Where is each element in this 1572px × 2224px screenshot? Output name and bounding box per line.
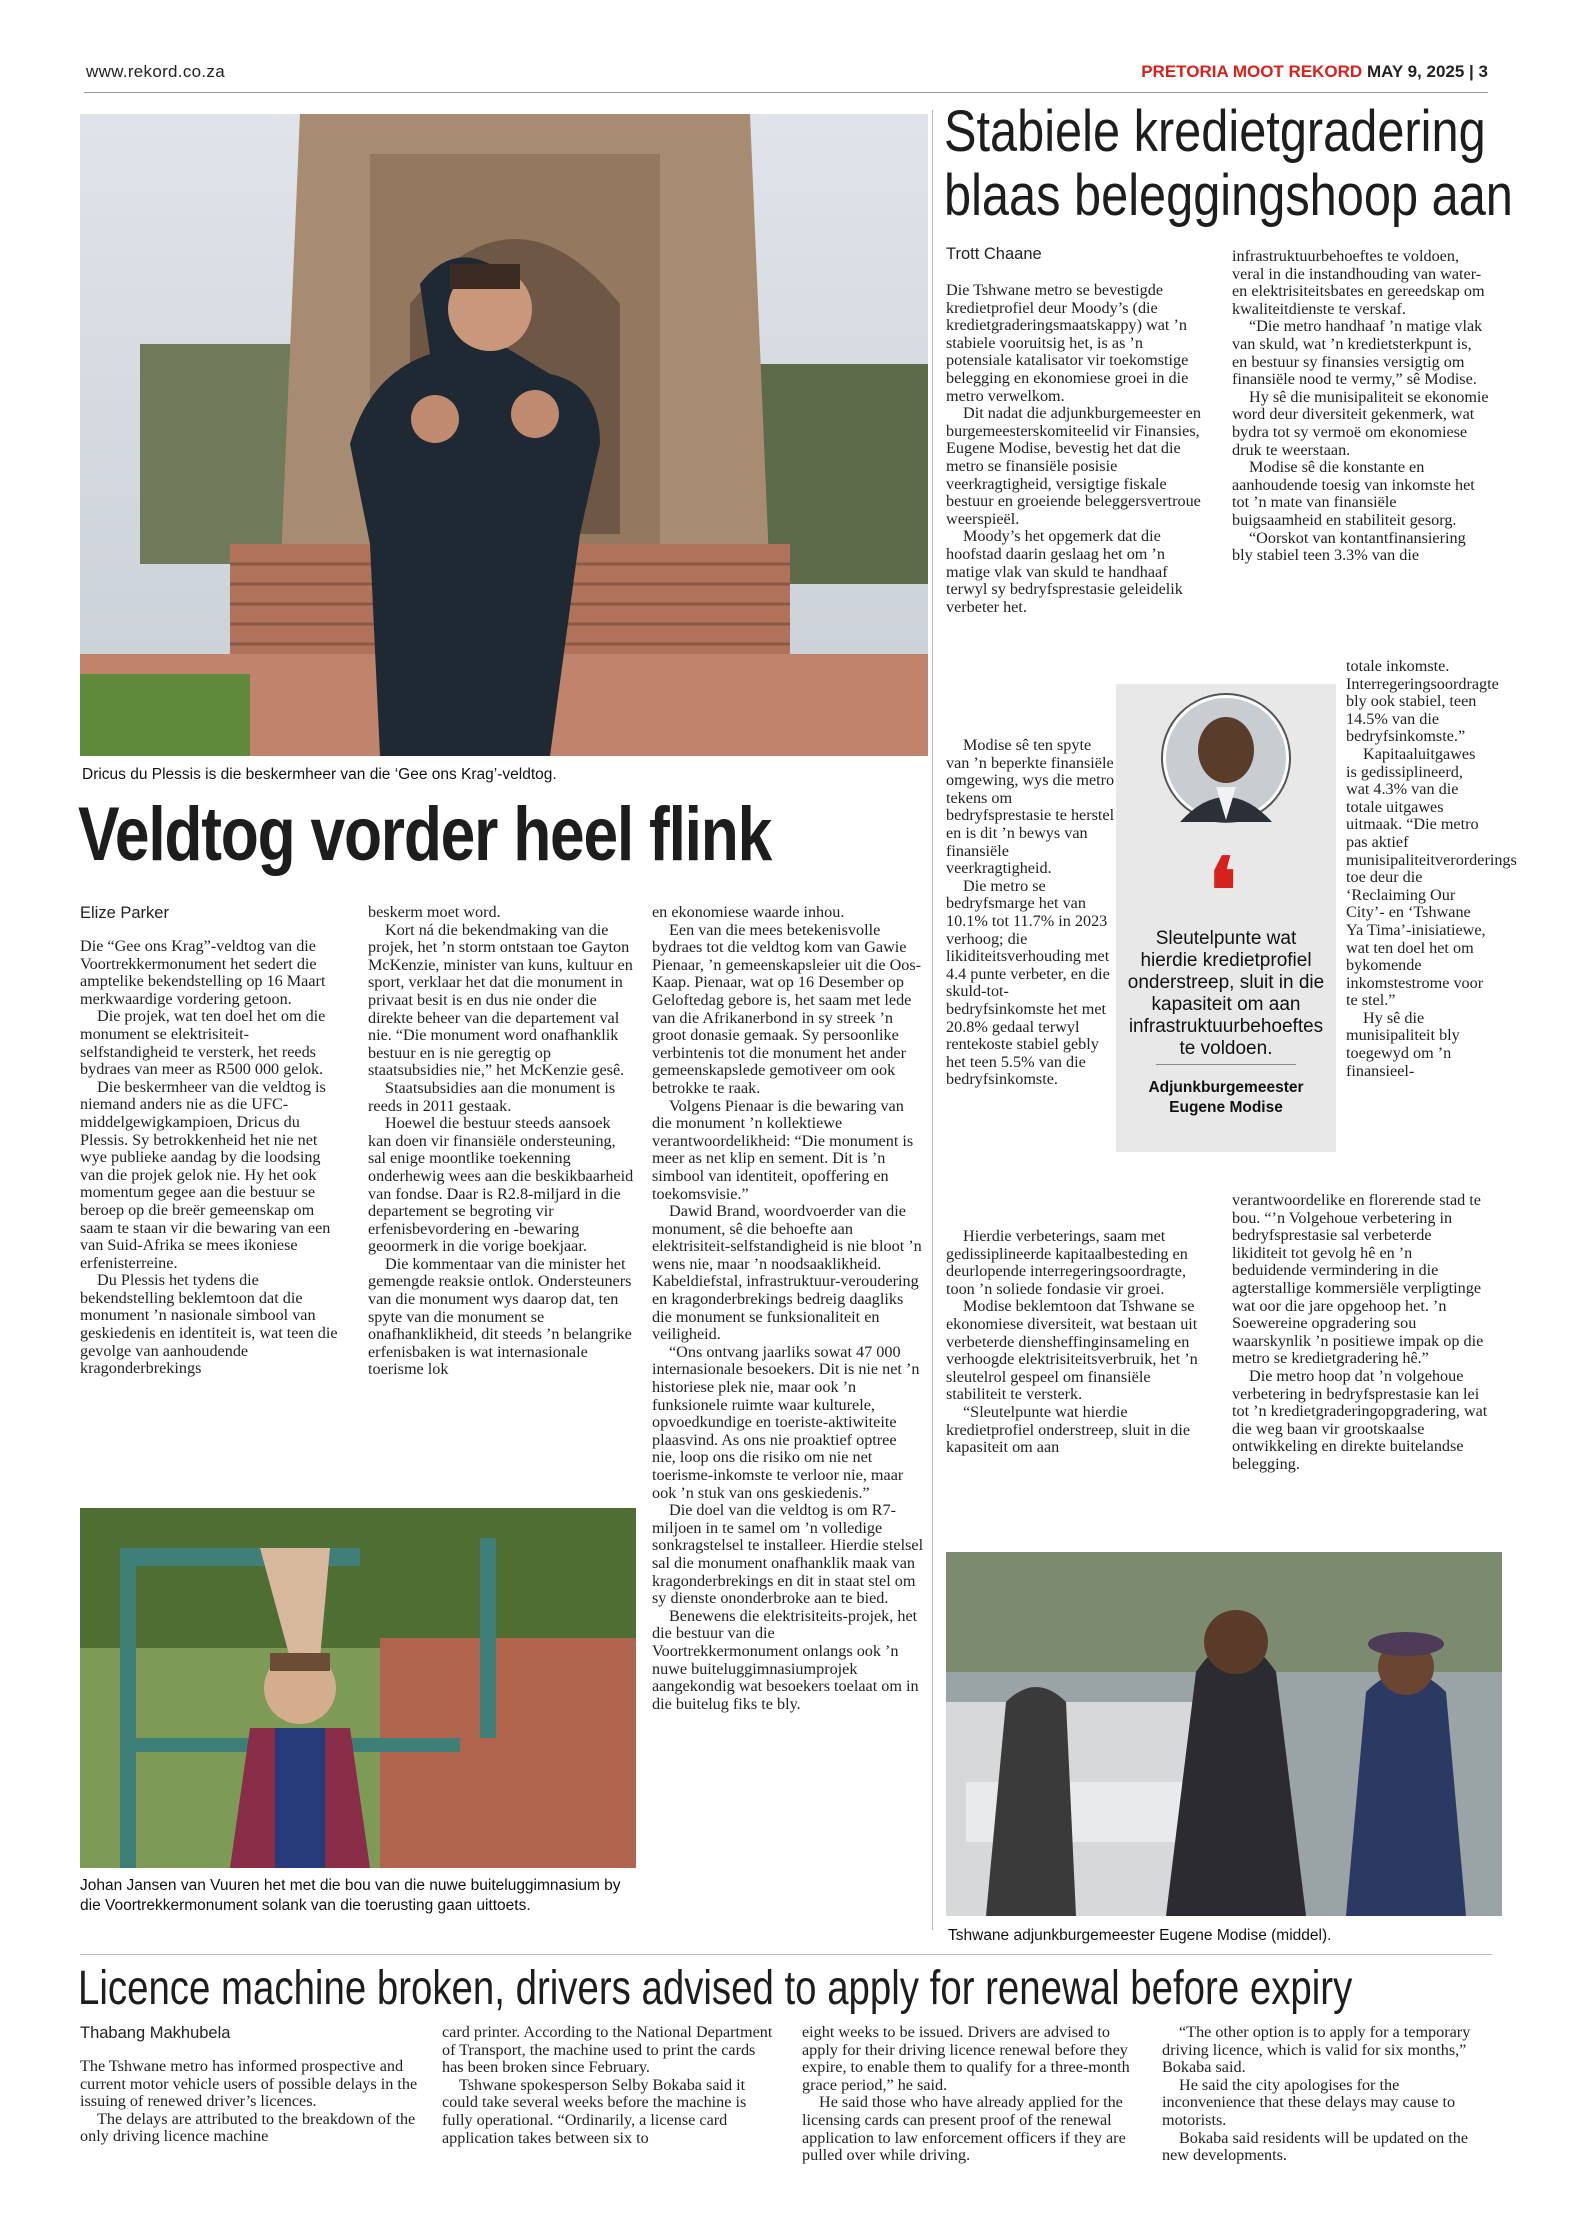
paragraph: totale inkomste. Interregeringsoordragte bly ook stabiel, teen 14.5% van die bedryfsinkomste.”	[1346, 657, 1499, 746]
paragraph: “Sleutelpunte wat hierdie kredietprofiel onderstreep, sluit in die kapasiteit om aan	[946, 1402, 1191, 1457]
photo-outdoor-gym	[80, 1508, 636, 1868]
headline-line: blaas beleggingshoop aan	[944, 163, 1513, 228]
article-headline: Veldtog vorder heel flink	[78, 792, 772, 877]
paragraph: card printer. According to the National Department of Transport, the machine used to print the cards has been broken since February.	[442, 2023, 773, 2077]
article-column-3	[802, 2024, 1142, 2165]
page-number: 3	[1478, 62, 1488, 81]
paragraph: Die Tshwane metro se bevestigde kredietprofiel deur Moody’s (die kredietgraderingsmaatskappy) wat ’n stabiele vooruitsig het, is as ’n potensiale katalisator vir toekomstige belegging en ekonomiese groei in die metro verwelkom.	[946, 281, 1189, 405]
publication-name: PRETORIA MOOT REKORD	[1141, 62, 1363, 81]
photo-dricus-du-plessis	[80, 114, 928, 756]
article-column-2-narrow	[1346, 657, 1517, 1080]
article-column-1	[80, 2058, 422, 2146]
headline-line: Stabiele kredietgradering	[944, 99, 1486, 164]
article-column-1-bottom	[946, 1228, 1208, 1457]
article-headline	[944, 100, 1513, 228]
paragraph: Volgens Pienaar is die bewaring van die monument ’n kollektiewe verantwoordelikheid: “Die monument is meer as net klip en sement. Dit is ’n simbool van identiteit, opoffering en toekomsvisie.”	[652, 1096, 914, 1203]
paragraph: Hoewel die bestuur steeds aansoek kan doen vir finansiële ondersteuning, sal enige moontlike toekenning onderhewig wees aan die beskikbaarheid van fondse. Daar is R2.8-miljard in die departement se begroting vir erfenisbevordering en -bewaring geoormerk in die vorige boekjaar.	[368, 1114, 634, 1256]
paragraph: Modise sê ten spyte van ’n beperkte finansiële omgewing, wys die metro tekens om bedryfsprestasie te herstel en is dit ’n bewys van finansiële veerkragtigheid.	[946, 736, 1115, 878]
paragraph: Dawid Brand, woordvoerder van die monument, sê die behoefte aan elektrisiteit-selfstandigheid is nie bloot ’n wens nie, maar ’n noodsaaklikheid. Kabeldiefstal, infrastruktuur-veroudering en kragonderbrekings bedreig daagliks die monument se funksionaliteit en veiligheid.	[652, 1202, 922, 1344]
paragraph: beskerm moet word.	[368, 903, 501, 921]
photo-eugene-modise	[946, 1552, 1502, 1916]
pull-quote-box	[1116, 684, 1336, 1152]
issue-date: MAY 9, 2025	[1366, 62, 1465, 81]
paragraph: “Ons ontvang jaarliks sowat 47 000 internasionale besoekers. Dit is nie net ’n historiese plek nie, maar ook ’n funksionele ruimte waar kulturele, opvoedkundige en toeriste-aktiwiteite plaasvind. As ons nie proaktief optree nie, loop ons die risiko om nie net toerisme-inkomste te verloor nie, maar ook ’n stuk van ons geskiedenis.”	[652, 1342, 920, 1502]
pull-quote-text: Sleutelpunte wat hierdie kredietprofiel onderstreep, sluit in die kapasiteit om aan infrastruktuurbehoeftes te voldoen.	[1127, 928, 1325, 1059]
paragraph: He said the city apologises for the inconvenience that these delays may cause to motorists.	[1162, 2075, 1456, 2129]
header-rule	[84, 92, 1488, 93]
column-rule	[932, 110, 933, 1930]
section-rule	[80, 1954, 1492, 1955]
article-column-3	[652, 904, 924, 1713]
paragraph: The Tshwane metro has informed prospective and current motor vehicle users of possible delays in the issuing of renewed driver’s licences.	[80, 2057, 418, 2111]
paragraph: “Oorskot van kontantfinansiering bly stabiel teen 3.3% van die	[1232, 528, 1466, 565]
paragraph: Hierdie verbeterings, saam met gedissiplineerde kapitaalbesteding en deurlopende interregeringsoordragte, toon ’n soliede fondasie vir groei.	[946, 1227, 1188, 1298]
article-column-2	[1232, 248, 1490, 565]
paragraph: Dit nadat die adjunkburgemeester en burgemeesterskomiteelid vir Finansies, Eugene Modise, bevestig het dat die metro se finansiële posisie veerkragtigheid, versigtige fiskale bestuur en groeiende beleggersvertroue weerspieël.	[946, 404, 1201, 528]
photo-caption: Johan Jansen van Vuuren het met die bou van die nuwe buiteluggimnasium by die Voortrekkermonument solank van die toerusting gaan uittoets.	[80, 1877, 621, 1914]
paragraph: Benewens die elektrisiteits-projek, het die bestuur van die Voortrekkermonument onlangs ook ’n nuwe buiteluggimnasiumprojek aangekondig wat besoekers toelaat om in die buitelug fiks te bly.	[652, 1606, 919, 1713]
paragraph: eight weeks to be issued. Drivers are advised to apply for their driving licence renewal before they expire, to enable them to qualify for a three-month grace period,” he said.	[802, 2023, 1130, 2094]
quote-divider	[1156, 1064, 1296, 1065]
paragraph: Hy sê die munisipaliteit bly toegewyd om ’n finansieel-	[1346, 1008, 1460, 1080]
article-column-1	[80, 938, 346, 1378]
paragraph: Staatsubsidies aan die monument is reeds in 2011 gestaak.	[368, 1078, 616, 1115]
paragraph: Modise sê die konstante en aanhoudende toesig van inkomste het tot ’n mate van finansiële buigsaamheid en stabiliteit gesorg.	[1232, 458, 1475, 529]
article-column-1	[946, 282, 1208, 616]
attribution-name: Eugene Modise	[1169, 1099, 1283, 1116]
paragraph: infrastruktuurbehoeftes te voldoen, veral in die instandhouding van water- en elektrisiteitsbates en gereedskap om kwaliteitdienste te verskaf.	[1232, 247, 1485, 318]
paragraph: Moody’s het opgemerk dat die hoofstad daarin geslaag het om ’n matige vlak van skuld te handhaaf terwyl sy bedryfsprestasie geleidelik verbeter het.	[946, 527, 1183, 616]
article-headline: Licence machine broken, drivers advised to apply for renewal before expiry	[78, 1962, 1353, 2015]
byline: Trott Chaane	[946, 245, 1042, 263]
paragraph: Kort ná die bekendmaking van die projek, het ’n storm ontstaan toe Gayton McKenzie, minister van kuns, kultuur en sport, verklaar het dat die monument in privaat besit is en dus nie onder die direkte beheer van die departement val nie. “Die monument word onafhanklik bestuur en is nie geregtig op staatsubsidies nie,” het McKenzie gesê.	[368, 920, 633, 1080]
article-column-1-narrow	[946, 737, 1116, 1089]
paragraph: “The other option is to apply for a temporary driving licence, which is valid for six months,” Bokaba said.	[1162, 2023, 1471, 2077]
attribution-title: Adjunkburgemeester	[1148, 1079, 1304, 1096]
photo-caption: Dricus du Plessis is die beskermheer van die ‘Gee ons Krag’-veldtog.	[82, 766, 557, 783]
paragraph: Modise beklemtoon dat Tshwane se ekonomiese diversiteit, wat bestaan uit verbeterde diensheffinginsameling en verhoogde elektrisiteitsverbruik, het ’n sleutelrol gespeel om finansiële stabiliteit te versterk.	[946, 1297, 1198, 1404]
paragraph: He said those who have already applied for the licensing cards can present proof of the renewal application to law enforcement officers if they are pulled over while driving.	[802, 2093, 1126, 2165]
paragraph: Die beskermheer van die veldtog is niemand anders nie as die UFC-middelgewigkampioen, Dricus du Plessis. Sy betrokkenheid het nie net wye publieke aandag by die loodsing van die projek gelok nie. Hy het ook momentum gegee aan die bestuur se beroep op die breër gemeenskap om saam te staan vir die bewaring van een van Suid-Afrika se mees ikoniese erfenisterreine.	[80, 1077, 331, 1272]
portrait-eugene-modise	[1160, 692, 1292, 824]
article-column-2-bottom	[1232, 1192, 1490, 1474]
page-header: PRETORIA MOOT REKORD MAY 9, 2025 | 3	[1141, 62, 1488, 81]
paragraph: The delays are attributed to the breakdown of the only driving licence machine	[80, 2109, 416, 2146]
paragraph: Die doel van die veldtog is om R7-miljoen in te samel om ’n volledige sonkragstelsel te installeer. Hierdie stelsel sal die monument onafhanklik maak van kragonderbrekings en dit in staat stel om sy dienste ononderbroke aan te bied.	[652, 1501, 924, 1608]
paragraph: Die “Gee ons Krag”-veldtog van die Voortrekkermonument het sedert die amptelike bekendstelling op 16 Maart merkwaardige vordering getoon.	[80, 937, 326, 1008]
paragraph: Du Plessis het tydens die bekendstelling beklemtoon dat die monument ’n nasionale simbool van geskiedenis en identiteit is, wat teen die gevolge van aanhoudende kragonderbrekings	[80, 1271, 338, 1378]
paragraph: Die projek, wat ten doel het om die monument se elektrisiteit-selfstandigheid te versterk, het reeds bydraes van meer as R500 000 gelok.	[80, 1007, 326, 1079]
paragraph: Hy sê die munisipaliteit se ekonomie word deur diversiteit gekenmerk, wat bydra tot sy vermoë om ekonomiese druk te weerstaan.	[1232, 387, 1489, 459]
paragraph: Die metro se bedryfsmarge het van 10.1% tot 11.7% in 2023 verhoog; die likiditeitsverhouding met 4.4 punte verbeter, en die skuld-tot-bedryfsinkomste het met 20.8% gedaal terwyl rentekoste stabiel gebly het teen 5.5% van die bedryfsinkomste.	[946, 876, 1110, 1089]
byline: Elize Parker	[80, 904, 169, 922]
quote-mark-icon: ❛	[1208, 842, 1238, 942]
pull-quote-attribution	[1126, 1078, 1326, 1118]
site-url: www.rekord.co.za	[86, 62, 225, 81]
article-column-4	[1162, 2024, 1492, 2165]
paragraph: Bokaba said residents will be updated on the new developments.	[1162, 2128, 1469, 2165]
paragraph: en ekonomiese waarde inhou.	[652, 903, 845, 921]
paragraph: Die kommentaar van die minister het gemengde reaksie ontlok. Ondersteuners van die monument wys daarop dat, ten spyte van die monument se onafhanklikheid, dit steeds ’n belangrike erfenisbaken is wat internasionale toerisme lok	[368, 1254, 632, 1379]
paragraph: verantwoordelike en florerende stad te bou. “’n Volgehoue verbetering in bedryfsprestasie sal verbeterde likiditeit tot gevolg hê en ’n beduidende vermindering in die agterstallige kommersiële verpligtinge wat oor die jare opgehoop het. ’n Soewereine opgradering sou waarskynlik ’n positiewe impak op die metro se kredietgradering hê.”	[1232, 1191, 1484, 1368]
paragraph: Een van die mees betekenisvolle bydraes tot die veldtog kom van Gawie Pienaar, ’n gemeenskapsleier uit die Oos-Kaap. Pienaar, wat op 16 Desember op Geloftedag gebore is, het saam met lede van die Afrikanerbond in sy streek ’n groot donasie gemaak. Sy persoonlike verbintenis tot die monument het ander gemeenskapslede gemotiveer om ook betrokke te raak.	[652, 920, 922, 1097]
byline: Thabang Makhubela	[80, 2024, 231, 2042]
paragraph: Kapitaaluitgawes is gedissiplineerd, wat 4.3% van die totale uitgawes uitmaak. “Die metro pas aktief munisipaliteitverorderings toe deur die ‘Reclaiming Our City’- en ‘Tshwane Ya Tima’-inisiatiewe, wat ten doel het om bykomende inkomstestrome voor te stel.”	[1346, 744, 1517, 1010]
article-column-2	[368, 904, 636, 1379]
paragraph: Die metro hoop dat ’n volgehoue verbetering in bedryfsprestasie kan lei tot ’n kredietgraderingopgradering, wat die weg baan vir grootskaalse ontwikkeling en direkte buitelandse belegging.	[1232, 1366, 1488, 1473]
article-column-2	[442, 2024, 780, 2147]
paragraph: Tshwane spokesperson Selby Bokaba said it could take several weeks before the machine is fully operational. “Ordinarily, a license card application takes between six to	[442, 2075, 747, 2147]
photo-caption: Tshwane adjunkburgemeester Eugene Modise (middel).	[948, 1927, 1332, 1944]
paragraph: “Die metro handhaaf ’n matige vlak van skuld, wat ’n kredietsterkpunt is, en bestuur sy finansies versigtig om finansiële nood te vermy,” sê Modise.	[1232, 317, 1483, 389]
